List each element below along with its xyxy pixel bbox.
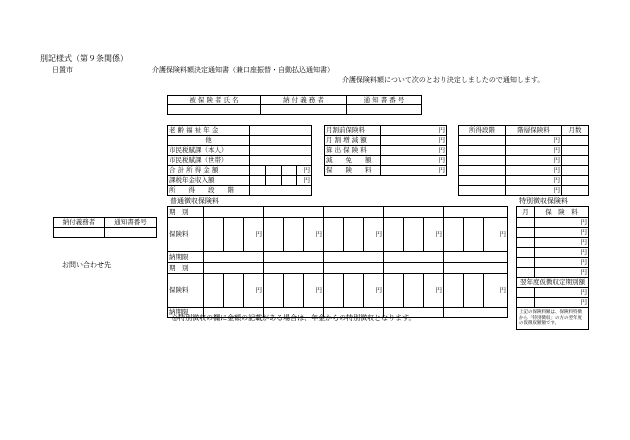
next-year-header: 翌年度仮徴収定期別額: [517, 278, 589, 288]
notice-number-header: 通 知 書 番 号: [347, 96, 422, 105]
period-label: 期 別: [168, 263, 204, 274]
income-stage-table: [458, 125, 589, 196]
ordinary-collection-title: 普通徴収保険料: [170, 197, 219, 205]
yen-unit: 円: [304, 274, 324, 308]
premium-calc-table: [324, 125, 447, 176]
yen-unit: 円: [535, 258, 589, 268]
insured-name-cell: [168, 105, 261, 115]
form-title: 別記様式（第９条関係）: [40, 54, 128, 63]
yen-unit: 円: [381, 146, 447, 156]
yen-unit: 円: [304, 218, 324, 252]
info-row-label: 他: [168, 136, 250, 146]
footer-note: ◎特別徴収の欄に金額の記載がある場合は、年金からの特別徴収となります。: [172, 314, 416, 322]
yen-unit: 円: [424, 218, 444, 252]
special-collection-table: [516, 206, 589, 330]
yen-unit: 円: [244, 218, 264, 252]
yen-unit: 円: [484, 274, 508, 308]
yen-unit: 円: [506, 146, 562, 156]
yen-unit: 円: [381, 156, 447, 166]
due-date-label: 納期限: [168, 252, 204, 263]
intro-text: 介護保険料額について次のとおり決定しましたので通知します。: [342, 76, 545, 84]
income-info-table: [167, 125, 312, 196]
stage-premium-header: 階層保険料: [506, 126, 562, 136]
special-collection-title: 特別徴収保険料: [519, 197, 568, 205]
yen-unit: 円: [381, 126, 447, 136]
special-note: 上記の保険料額は、保険料特徴から「特別徴収」の方の翌年度の仮徴収額額です。: [517, 308, 589, 330]
yen-unit: 円: [506, 136, 562, 146]
premium-label: 保険料: [168, 274, 204, 308]
taxpayer-box: [53, 217, 157, 238]
info-row-label: 合 計 所 得 金 額: [168, 166, 250, 176]
yen-unit: 円: [506, 166, 562, 176]
stage-header: 所得段階: [459, 126, 506, 136]
info-row-label: 老 齢 福 祉 年 金: [168, 126, 250, 136]
notice-number-cell: [347, 105, 422, 115]
taxpayer-number-cell: [261, 105, 347, 115]
contact-label: お問い合わせ先: [62, 261, 111, 269]
yen-unit: 円: [484, 218, 508, 252]
month-header: 月: [517, 207, 535, 218]
yen-unit: 円: [381, 166, 447, 176]
taxpayer-label: 納付義務者: [54, 218, 105, 228]
yen-unit: 円: [364, 218, 384, 252]
premium-row-label: 月 割 増 減 額: [325, 136, 381, 146]
yen-unit: 円: [244, 274, 264, 308]
yen-unit: 円: [535, 248, 589, 258]
yen-unit: 円: [381, 136, 447, 146]
city-name: 日置市: [52, 66, 73, 74]
special-premium-header: 保 険 料: [535, 207, 589, 218]
yen-unit: 円: [506, 156, 562, 166]
yen-unit: 円: [535, 228, 589, 238]
yen-unit: 円: [297, 176, 312, 186]
yen-unit: 円: [535, 268, 589, 278]
yen-unit: 円: [424, 274, 444, 308]
yen-unit: 円: [297, 166, 312, 176]
premium-row-label: 算 出 保 険 料: [325, 146, 381, 156]
notice-number-label: 通知書番号: [105, 218, 157, 228]
premium-row-label: 月割前保険料: [325, 126, 381, 136]
premium-row-label: 保 険 料: [325, 166, 381, 176]
yen-unit: 円: [506, 176, 562, 186]
ordinary-collection-table: [167, 206, 508, 318]
yen-unit: 円: [535, 238, 589, 248]
insured-name-header: 被 保 険 者 氏 名: [168, 96, 261, 105]
info-row-label: 課税年金収入額: [168, 176, 250, 186]
stage-months-header: 月数: [562, 126, 589, 136]
info-row-label: 市民税賦課（本人）: [168, 146, 250, 156]
yen-unit: 円: [506, 186, 562, 196]
yen-unit: 円: [535, 298, 589, 308]
document-title: 介護保険料額決定通知書（兼口座振替・自動払込通知書）: [152, 66, 334, 74]
yen-unit: 円: [364, 274, 384, 308]
info-row-label: 所 得 段 階: [168, 186, 250, 196]
yen-unit: 円: [535, 218, 589, 228]
insured-info-table: [167, 95, 422, 115]
taxpayer-number-header: 納 付 義 務 者: [261, 96, 347, 105]
period-label: 期 別: [168, 207, 204, 218]
premium-row-label: 減 免 額: [325, 156, 381, 166]
info-row-label: 市民税賦課（世帯）: [168, 156, 250, 166]
due-date-label: 納期限: [168, 308, 204, 318]
premium-label: 保険料: [168, 218, 204, 252]
yen-unit: 円: [535, 288, 589, 298]
